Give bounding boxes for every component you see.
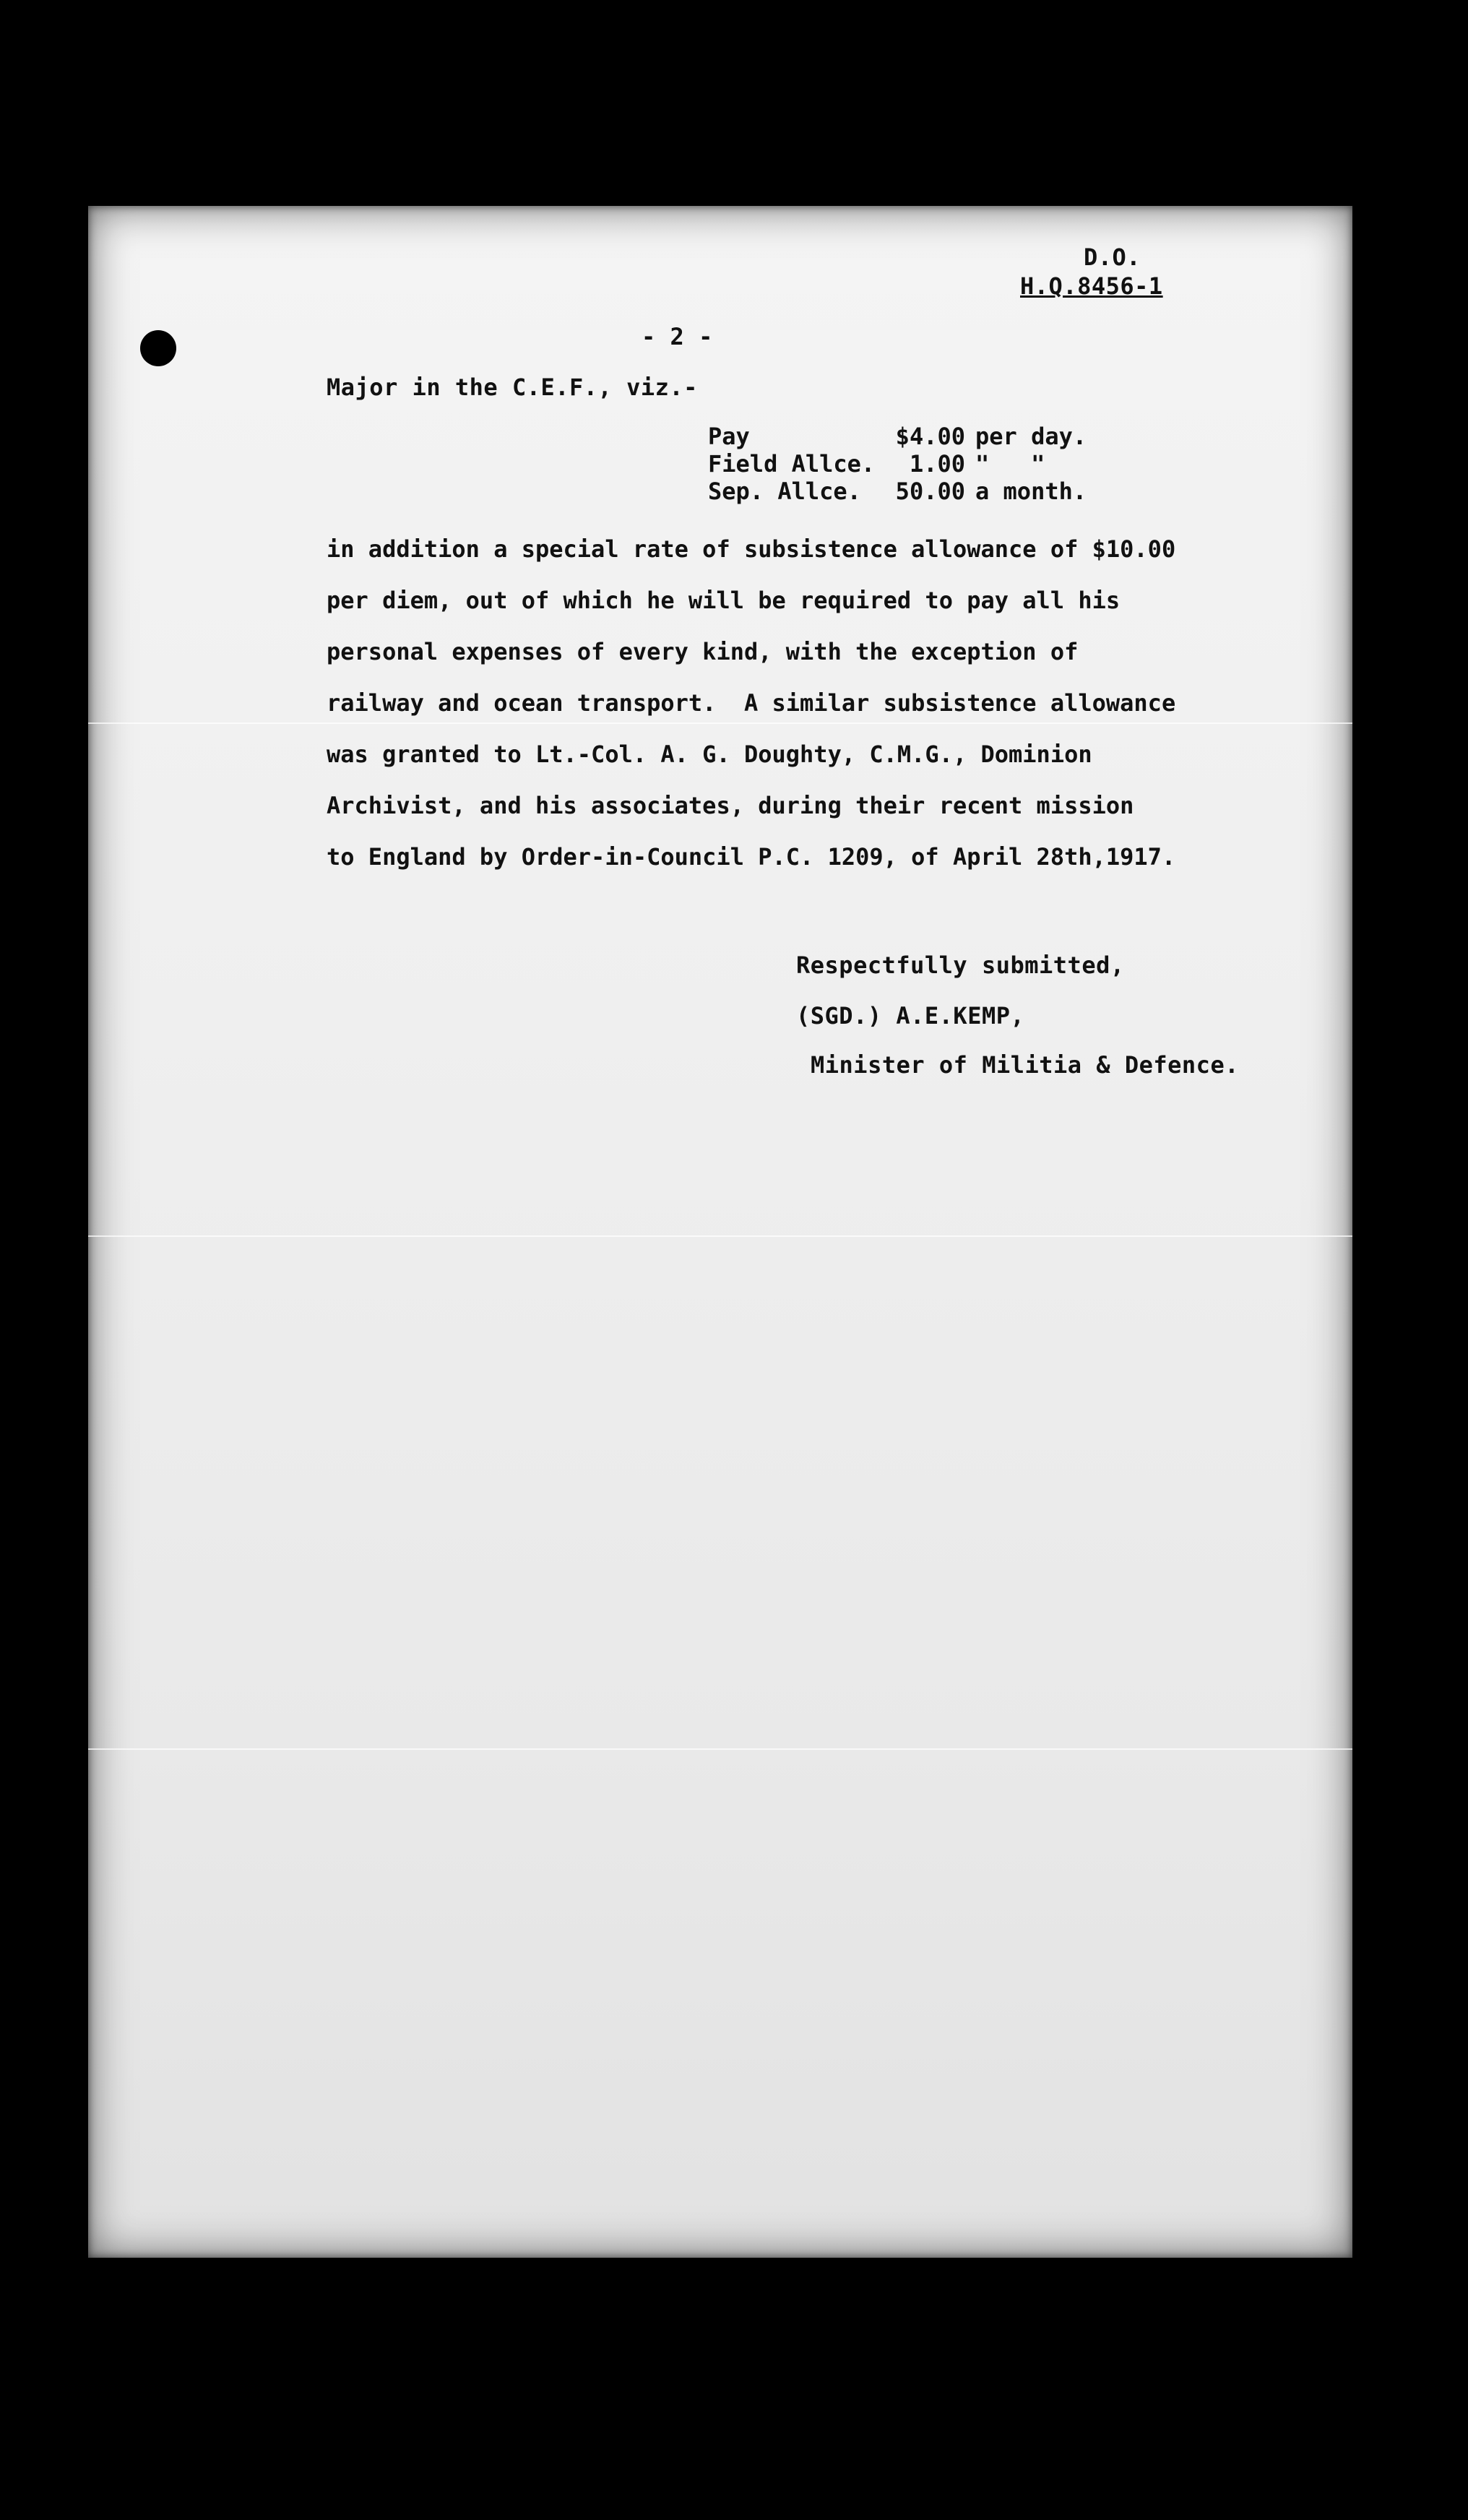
body-line: was granted to Lt.-Col. A. G. Doughty, C.M.G., Dominion — [327, 741, 1092, 768]
punch-hole — [140, 330, 176, 366]
document-page — [88, 206, 1352, 2258]
page-number: - 2 - — [642, 323, 713, 350]
body-line: in addition a special rate of subsistence allowance of $10.00 — [327, 535, 1176, 563]
pay-item: Field Allce. — [708, 450, 876, 478]
pay-amount: $4.00 — [895, 423, 965, 450]
pay-unit: a month. — [975, 478, 1087, 505]
pay-unit: " " — [975, 450, 1045, 478]
pay-amount: 1.00 — [909, 450, 965, 478]
table-row — [708, 423, 1087, 450]
closing-salutation: Respectfully submitted, — [796, 952, 1125, 979]
signature-line: (SGD.) A.E.KEMP, — [796, 1002, 1025, 1030]
pay-item: Sep. Allce. — [708, 478, 861, 505]
reference-code: D.O. — [1084, 243, 1141, 271]
body-line: to England by Order-in-Council P.C. 1209, of April 28th,1917. — [327, 843, 1176, 871]
pay-item: Pay — [708, 423, 750, 450]
signatory-title: Minister of Militia & Defence. — [811, 1051, 1239, 1079]
body-paragraph — [327, 524, 1396, 883]
intro-line: Major in the C.E.F., viz.- — [327, 374, 698, 401]
file-number: H.Q.8456-1 — [1020, 272, 1163, 300]
body-line: railway and ocean transport. A similar subsistence allowance — [327, 689, 1176, 717]
body-line: per diem, out of which he will be required to pay all his — [327, 587, 1121, 614]
fold-line — [88, 1748, 1352, 1750]
pay-amount: 50.00 — [895, 478, 965, 505]
pay-table — [708, 423, 1087, 505]
table-row — [708, 450, 1087, 478]
table-row — [708, 478, 1087, 505]
body-line: personal expenses of every kind, with the exception of — [327, 638, 1079, 665]
body-line: Archivist, and his associates, during their recent mission — [327, 792, 1134, 819]
fold-line — [88, 1235, 1352, 1237]
pay-unit: per day. — [975, 423, 1087, 450]
